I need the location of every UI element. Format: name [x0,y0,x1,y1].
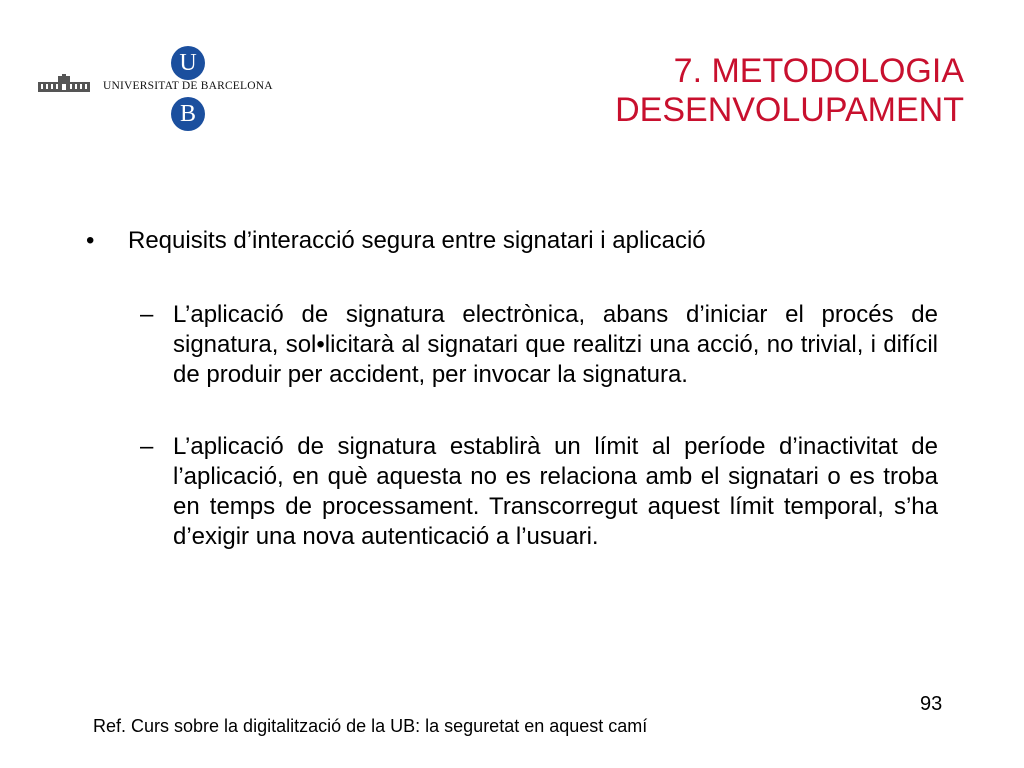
reference-note: Ref. Curs sobre la digitalització de la UB: la seguretat en aquest camí [93,716,648,736]
dash-marker: – [140,301,154,328]
bullet-text: Requisits d’interacció segura entre signatari i aplicació [128,227,706,254]
title-line-1: 7. METODOLOGIA [673,52,964,90]
slide-title [544,52,964,130]
sub-item-text: L’aplicació de signatura electrònica, abans d’iniciar el procés de signatura, sol•licitarà al signatari que realitzi una acció, no trivial, i difícil de produir per accident, per invocar la signatura. [173,301,938,388]
page-number: 93 [920,693,943,715]
bullet-marker: • [86,227,95,254]
logo-letter-b: B [171,97,205,131]
title-line-2: DESENVOLUPAMENT [615,91,964,129]
sub-item-text: L’aplicació de signatura establirà un límit al període d’inactivitat de l’aplicació, en què aquesta no es relaciona amb el signatari o es troba en temps de processament. Transcorregut aquest límit temporal, s’ha d’exigir una nova autenticació a l’usuari. [173,433,938,550]
institution-name: UNIVERSITAT DE BARCELONA [103,80,273,92]
building-icon [38,74,90,94]
logo-letter-u: U [171,46,205,80]
dash-marker: – [140,433,154,460]
